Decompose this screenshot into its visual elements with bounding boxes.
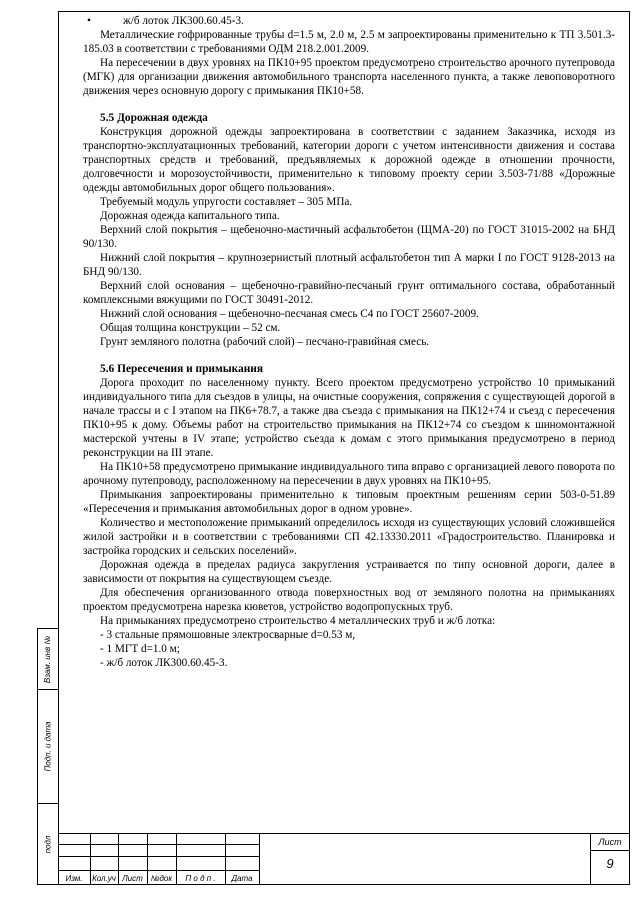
- paragraph: Конструкция дорожной одежды запроектирована в соответствии с заданием Заказчика, исходя из транспортно-эксплуатационных требований, категории дороги с учетом интенсивности движения и состава транспортных средств и требований, предъявляемых к дорожной одежде в отношении прочности, долговечности и морозоустойчивости, применительно к типовому проекту серии 3.503-71/88 «Дорожные одежды автомобильных дорог общего пользования».: [83, 126, 615, 194]
- side-cell-label: подл: [43, 835, 53, 853]
- column-count-label: Кол.уч: [92, 874, 116, 883]
- paragraph: Дорожная одежда в пределах радиуса закругления устраивается по типу основной дороги, далее в зависимости от покрытия на существующем съезде.: [83, 559, 615, 585]
- column-date-label: Дата: [231, 874, 253, 883]
- side-cell-replace-inv: [38, 629, 58, 690]
- sheet-label: Лист: [598, 837, 622, 847]
- column-signature-label: П о д п .: [185, 874, 216, 883]
- list-item: - ж/б лоток ЛК300.60.45-3.: [100, 657, 228, 669]
- paragraph: Нижний слой основания – щебеночно-песчаная смесь С4 по ГОСТ 25607-2009.: [100, 308, 479, 320]
- paragraph: Грунт земляного полотна (рабочий слой) – песчано-гравийная смесь.: [100, 336, 430, 348]
- column-sheet-label: Лист: [122, 874, 143, 883]
- paragraph: Нижний слой покрытия – крупнозернистый плотный асфальтобетон тип А марки I по ГОСТ 9128-2013 на БНД 90/130.: [83, 252, 615, 278]
- paragraph: Примыкания запроектированы применительно к типовым проектным решениям серии 503-0-51.89 «Пересечения и примыкания автомобильных дорог в одном уровне».: [83, 489, 615, 515]
- list-item: - 1 МГТ d=1.0 м;: [100, 643, 180, 655]
- section-gap: [83, 98, 615, 111]
- bullet-item: [83, 14, 615, 28]
- paragraph: Верхний слой основания – щебеночно-гравийно-песчаный грунт оптимального состава, обработанный комплексными вяжущими по ГОСТ 30491-2012.: [83, 280, 615, 306]
- section-heading: 5.5 Дорожная одежда: [100, 112, 208, 124]
- section-gap: [83, 349, 615, 362]
- side-strip: [37, 628, 58, 885]
- column-change-label: Изм.: [65, 874, 83, 883]
- title-block: [58, 833, 630, 885]
- paragraph: Общая толщина конструкции – 52 см.: [100, 322, 281, 334]
- paragraph: На ПК10+58 предусмотрено примыкание индивидуального типа вправо с организацией левого поворота по арочному путепроводу, расположенному на пересечении в двух уровнях на ПК10+95.: [83, 461, 615, 487]
- side-cell-sign-date: [38, 690, 58, 804]
- paragraph: На пересечении в двух уровнях на ПК10+95 проектом предусмотрено строительство арочного путепровода (МГК) для организации движения автомобильного транспорта населенного пункта, а также левоповоротного движения через основную дорогу с примыкания ПК10+58.: [83, 57, 615, 97]
- paragraph: Количество и местоположение примыканий определилось исходя из существующих условий сложившейся жилой застройки и в соответствии с требованиями СП 42.13330.2011 «Градостроительство. Планировка и застройка городских и сельских поселений».: [83, 517, 615, 557]
- side-cell-label: Взам. инв №: [43, 635, 53, 683]
- sheet-number: 9: [606, 856, 614, 871]
- bullet-icon: •: [87, 15, 91, 27]
- list-item: - 3 стальные прямошовные электросварные d=0.53 м,: [100, 629, 356, 641]
- side-cell-original-inv: [38, 804, 58, 884]
- paragraph: На примыканиях предусмотрено строительство 4 металлических труб и ж/б лотка:: [100, 615, 496, 627]
- document-body: [83, 14, 615, 670]
- section-heading: 5.6 Пересечения и примыкания: [100, 363, 264, 375]
- paragraph: Металлические гофрированные трубы d=1.5 м, 2.0 м, 2.5 м запроектированы применительно к ТП 3.501.3-185.03 в соответствии с требованиями ОДМ 218.2.001.2009.: [83, 29, 615, 55]
- paragraph: Требуемый модуль упругости составляет – 305 МПа.: [100, 196, 353, 208]
- paragraph: Дорога проходит по населенному пункту. Всего проектом предусмотрено устройство 10 примыканий индивидуального типа для съездов в улицы, на очистные сооружения, сопряжения с существующей дорогой в начале трассы и с I этапом на ПК6+78.7, а также два съезда с примыкания на ПК12+74 и съезд с пересечения ПК10+95 к дому. Объемы работ на строительство примыкания на ПК12+74 со съездом к шиномонтажной мастерской учтены в IV этапе; устройство съезда к домам с этого примыкания предусмотрено в период реконструкции на III этапе.: [83, 377, 615, 459]
- side-cell-label: Подп. и дата: [43, 721, 53, 772]
- paragraph: Дорожная одежда капитального типа.: [100, 210, 280, 222]
- bullet-text: ж/б лоток ЛК300.60.45-3.: [123, 15, 244, 27]
- paragraph: Верхний слой покрытия – щебеночно-мастичный асфальтобетон (ЩМА-20) по ГОСТ 31015-2002 на БНД 90/130.: [83, 224, 615, 250]
- paragraph: Для обеспечения организованного отвода поверхностных вод от земляного полотна на примыканиях проектом предусмотрена нарезка кюветов, устройство водопропускных труб.: [83, 587, 615, 613]
- column-doc-number-label: №док: [150, 874, 173, 883]
